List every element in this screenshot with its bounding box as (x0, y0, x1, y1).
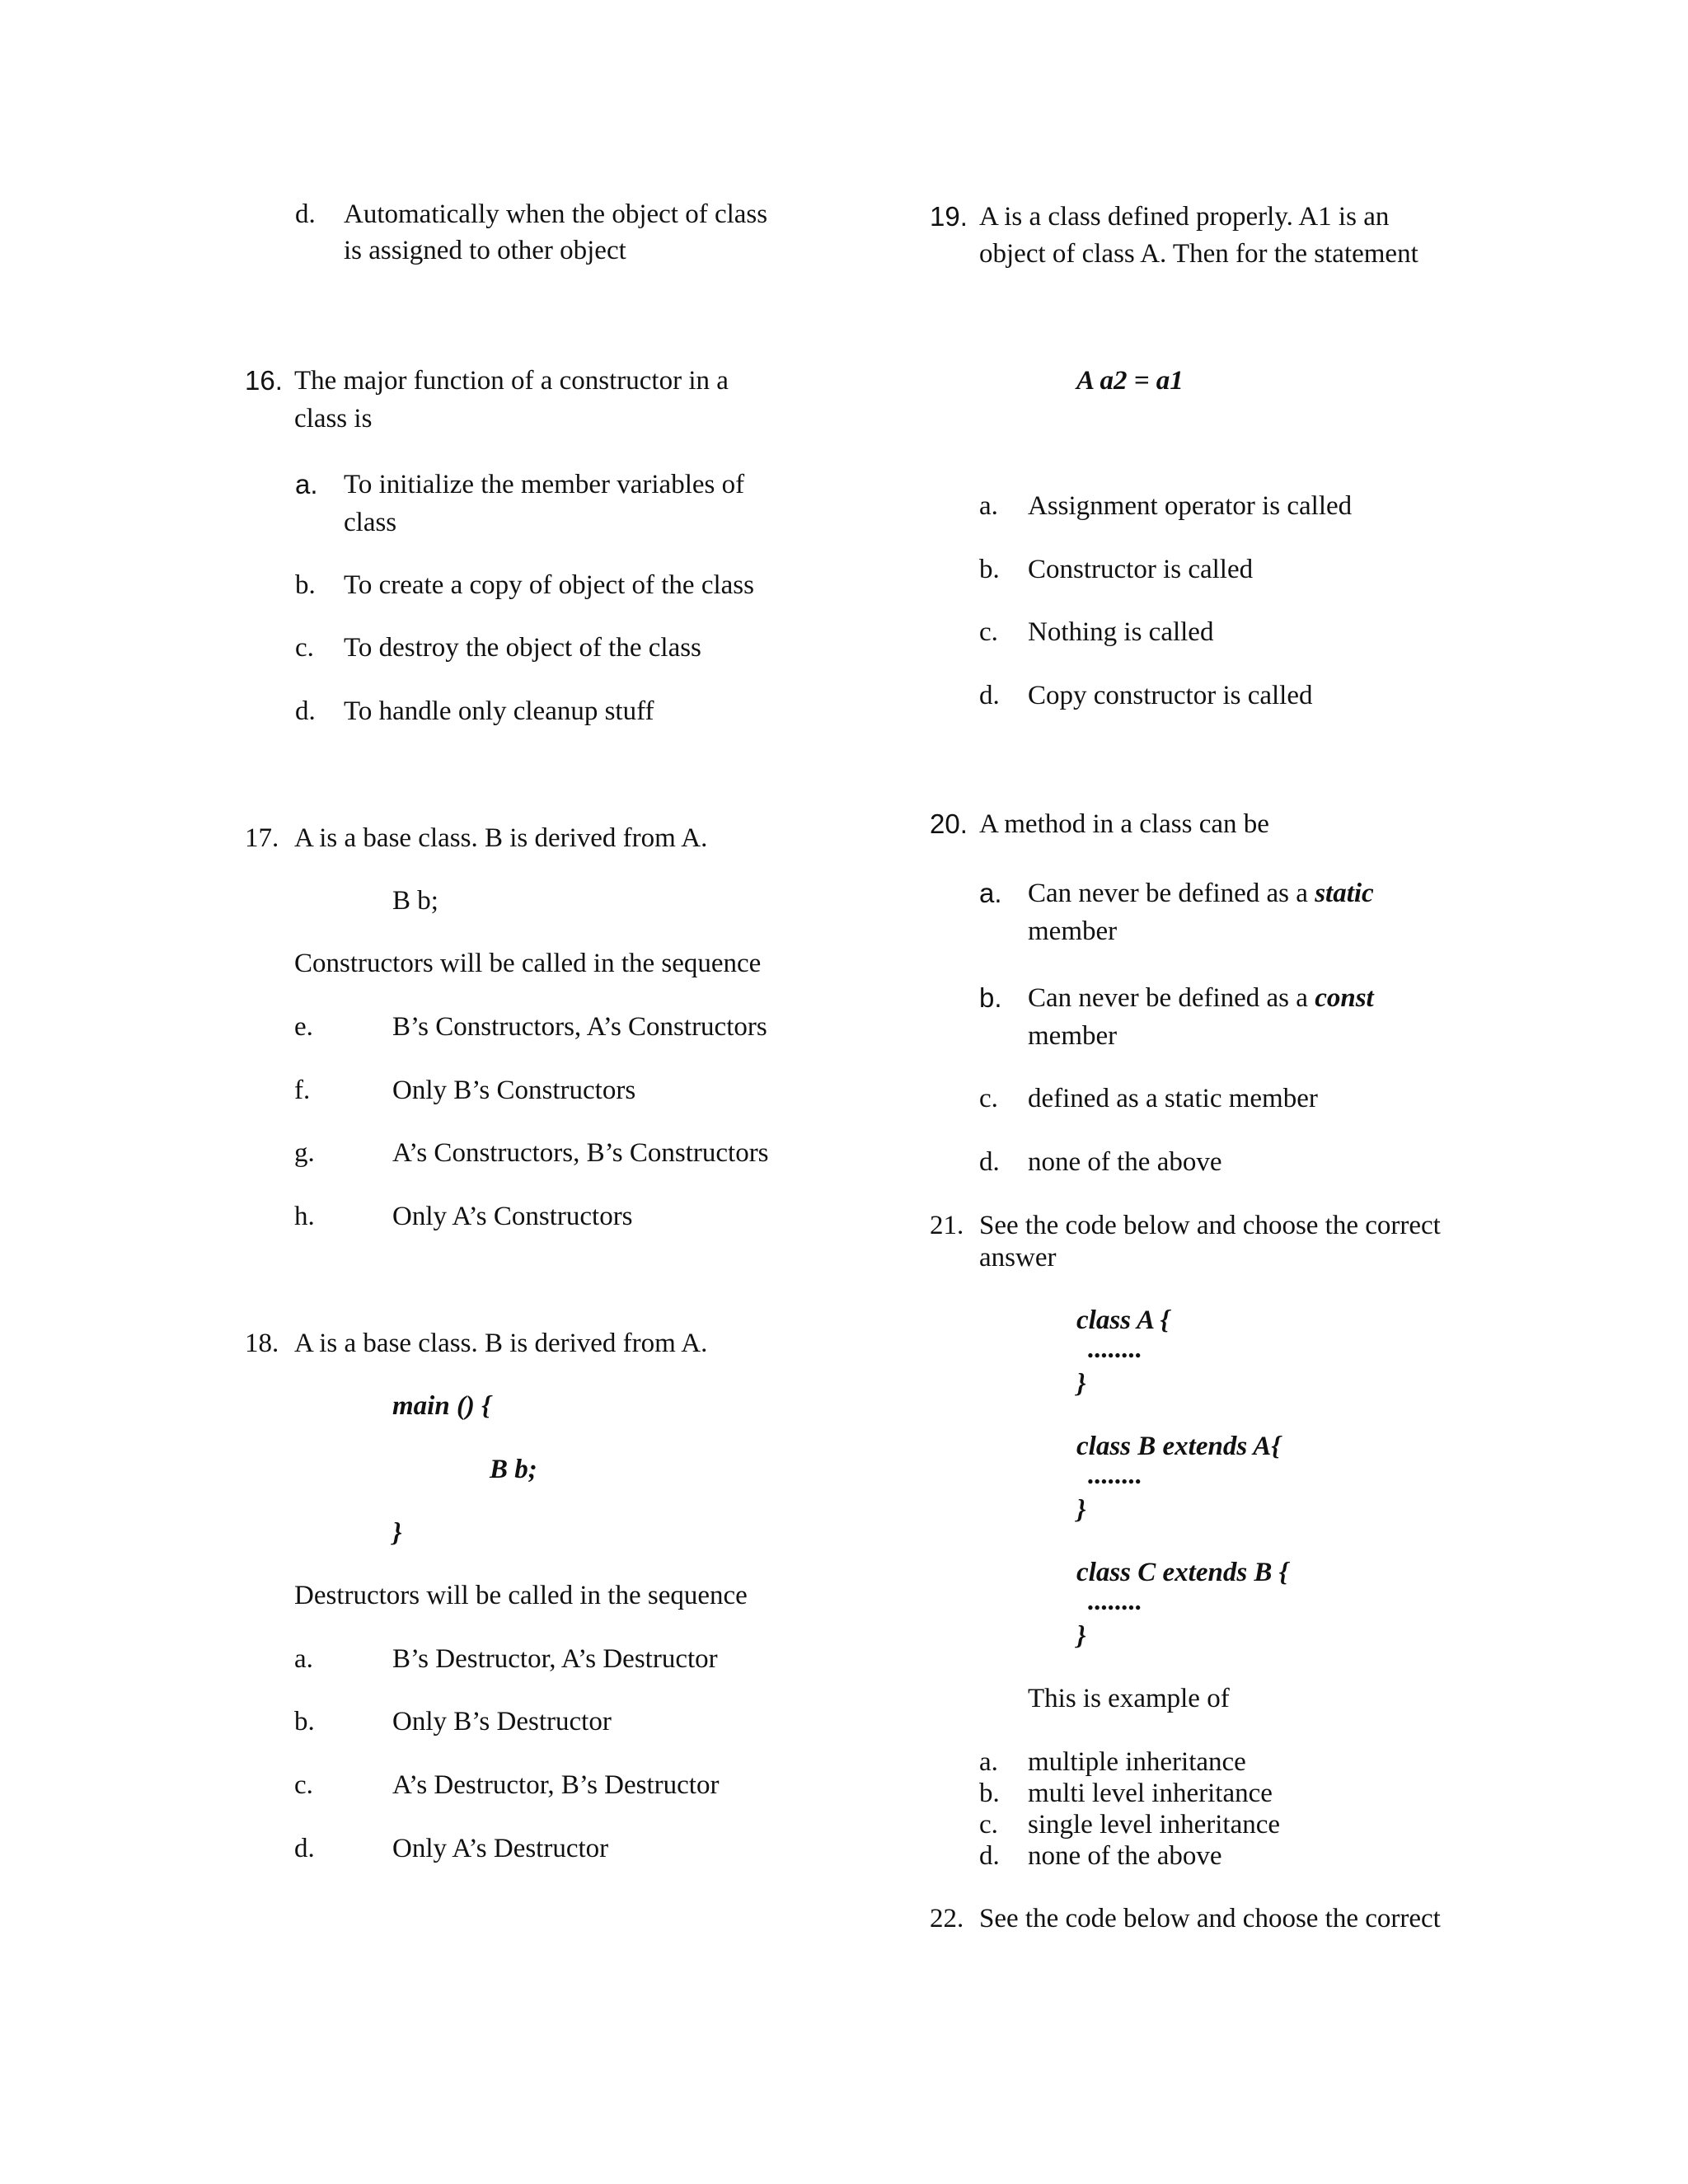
q19-option-c-marker: c. (979, 617, 998, 647)
q18-option-c-text: A’s Destructor, B’s Destructor (392, 1770, 720, 1800)
q19-question-line2: object of class A. Then for the statement (979, 239, 1418, 269)
q17-option-g-text: A’s Constructors, B’s Constructors (392, 1138, 769, 1168)
q17-question: A is a base class. B is derived from A. (294, 823, 708, 853)
q18-option-b-marker: b. (294, 1707, 315, 1736)
q21-code-class-a-dots: ........ (1088, 1334, 1142, 1364)
q16-option-c-text: To destroy the object of the class (344, 633, 701, 663)
q17-option-e-marker: e. (294, 1012, 313, 1042)
q20-option-a-line1 (1028, 875, 1374, 912)
q15-option-d-line2: is assigned to other object (344, 236, 626, 265)
q15-option-d-line1: Automatically when the object of class (344, 199, 768, 229)
q21-code-class-c: class C extends B { (1076, 1558, 1289, 1587)
q20-option-b-pre: Can never be defined as a (1028, 983, 1315, 1013)
q20-option-a-pre: Can never be defined as a (1028, 879, 1315, 908)
q21-code-class-b-close: } (1076, 1495, 1086, 1525)
q18-number: 18. (245, 1329, 279, 1358)
q20-option-a-marker: a. (979, 878, 1002, 908)
q21-prompt: This is example of (1028, 1684, 1230, 1713)
q20-option-a-line2: member (1028, 916, 1118, 946)
q16-option-d-text: To handle only cleanup stuff (344, 696, 654, 726)
q21-option-c-text: single level inheritance (1028, 1810, 1281, 1840)
q18-code-line3: } (392, 1518, 402, 1548)
q21-code-class-c-dots: ........ (1088, 1586, 1142, 1616)
q16-number: 16. (245, 365, 283, 396)
q18-option-a-text: B’s Destructor, A’s Destructor (392, 1644, 718, 1674)
q21-question-line2: answer (979, 1243, 1057, 1272)
q19-option-c-text: Nothing is called (1028, 617, 1214, 647)
q22-question: See the code below and choose the correct (979, 1904, 1441, 1933)
q17-number: 17. (245, 823, 279, 853)
q21-code-class-a-close: } (1076, 1369, 1086, 1399)
q17-code: B b; (392, 886, 438, 916)
q18-code-line2: B b; (490, 1455, 537, 1484)
q15-option-d-marker: d. (295, 199, 316, 229)
q20-number: 20. (930, 808, 968, 839)
q21-option-d-text: none of the above (1028, 1841, 1222, 1871)
q19-number: 19. (930, 201, 968, 232)
q17-prompt: Constructors will be called in the sequence (294, 949, 762, 978)
q20-option-b-line2: member (1028, 1021, 1118, 1051)
q17-option-g-marker: g. (294, 1138, 315, 1168)
q16-question-line1: The major function of a constructor in a (294, 366, 729, 396)
q22-number: 22. (930, 1904, 964, 1933)
q20-option-d-text: none of the above (1028, 1147, 1222, 1177)
q20-option-b-marker: b. (979, 982, 1002, 1013)
q16-option-b-text: To create a copy of object of the class (344, 570, 754, 600)
q19-option-a-marker: a. (979, 491, 998, 521)
q18-question: A is a base class. B is derived from A. (294, 1329, 708, 1358)
q20-option-b-line1 (1028, 980, 1374, 1016)
q19-question-line1: A is a class defined properly. A1 is an (979, 202, 1390, 232)
q21-question-line1: See the code below and choose the correct (979, 1211, 1441, 1240)
q21-option-c-marker: c. (979, 1810, 998, 1840)
q21-code-class-a: class A { (1076, 1305, 1170, 1335)
q17-option-h-text: Only A’s Constructors (392, 1202, 633, 1231)
q21-option-a-marker: a. (979, 1747, 998, 1777)
q21-option-b-marker: b. (979, 1779, 1000, 1808)
q20-option-c-marker: c. (979, 1084, 998, 1113)
q18-option-c-marker: c. (294, 1770, 313, 1800)
q18-code-line1: main () { (392, 1391, 491, 1421)
q17-option-f-marker: f. (294, 1076, 311, 1105)
q18-option-d-marker: d. (294, 1834, 315, 1863)
q21-option-b-text: multi level inheritance (1028, 1779, 1273, 1808)
q20-question: A method in a class can be (979, 809, 1269, 839)
q19-option-b-marker: b. (979, 555, 1000, 584)
q18-option-b-text: Only B’s Destructor (392, 1707, 612, 1736)
q19-option-a-text: Assignment operator is called (1028, 491, 1353, 521)
q21-option-a-text: multiple inheritance (1028, 1747, 1246, 1777)
q20-option-c-text: defined as a static member (1028, 1084, 1318, 1113)
q19-option-d-text: Copy constructor is called (1028, 681, 1313, 710)
q17-option-f-text: Only B’s Constructors (392, 1076, 636, 1105)
q17-option-h-marker: h. (294, 1202, 315, 1231)
q16-option-c-marker: c. (295, 633, 314, 663)
q18-prompt: Destructors will be called in the sequence (294, 1581, 748, 1610)
q19-option-d-marker: d. (979, 681, 1000, 710)
q21-number: 21. (930, 1211, 964, 1240)
q16-question-line2: class is (294, 404, 373, 434)
q21-code-class-b: class B extends A{ (1076, 1432, 1281, 1461)
q17-option-e-text: B’s Constructors, A’s Constructors (392, 1012, 767, 1042)
q20-option-a-emphasis: static (1315, 879, 1374, 908)
q16-option-a-line1: To initialize the member variables of (344, 470, 745, 499)
q16-option-a-marker: a. (295, 469, 318, 499)
q18-option-d-text: Only A’s Destructor (392, 1834, 609, 1863)
q19-code: A a2 = a1 (1076, 366, 1184, 396)
q21-option-d-marker: d. (979, 1841, 1000, 1871)
q21-code-class-b-dots: ........ (1088, 1460, 1142, 1490)
q18-option-a-marker: a. (294, 1644, 313, 1674)
q16-option-d-marker: d. (295, 696, 316, 726)
q21-code-class-c-close: } (1076, 1621, 1086, 1651)
q20-option-d-marker: d. (979, 1147, 1000, 1177)
q19-option-b-text: Constructor is called (1028, 555, 1254, 584)
q16-option-b-marker: b. (295, 570, 316, 600)
q16-option-a-line2: class (344, 508, 397, 537)
q20-option-b-emphasis: const (1315, 983, 1374, 1013)
